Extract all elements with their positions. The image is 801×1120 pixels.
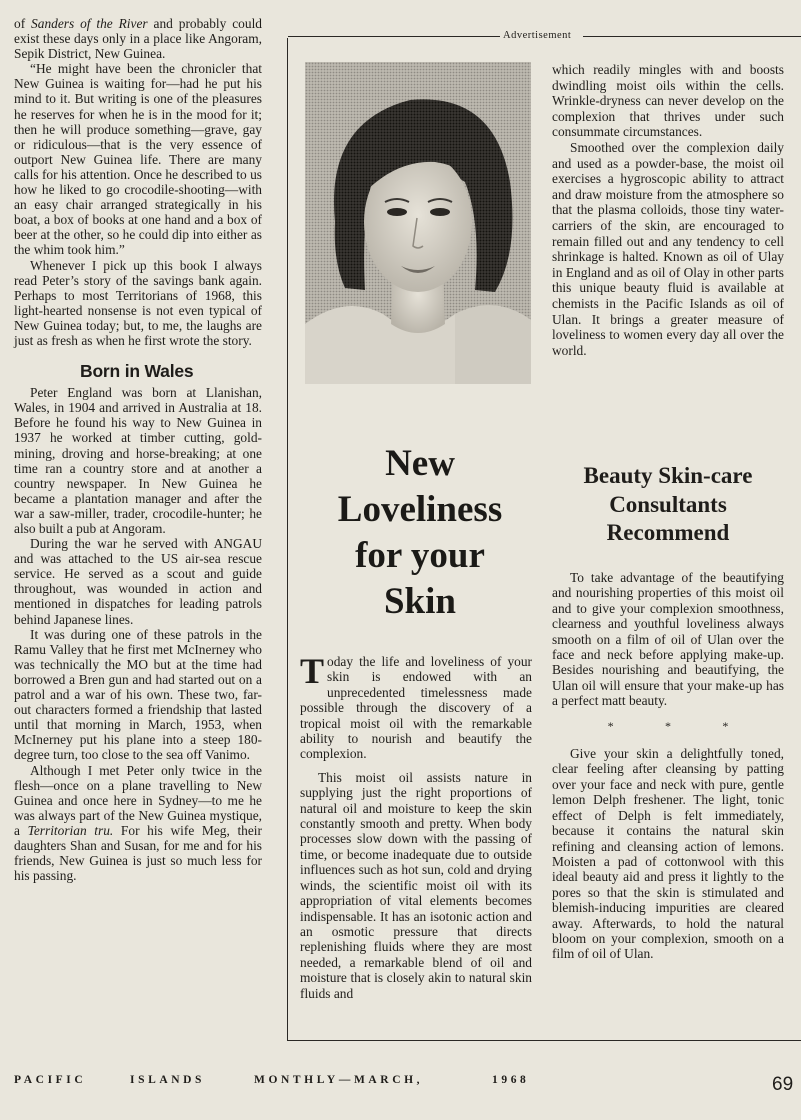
- ad-paragraph: Today the life and loveliness of your skin is endowed with an unprecedented timelessness made possible through the discovery of a tropical moist oil with the remarkable ability to nourish and beautify the complexion.: [300, 651, 532, 762]
- divider: [288, 36, 500, 37]
- ad-text-column-bottom: [552, 570, 784, 962]
- article-column: [14, 16, 262, 883]
- article-paragraph: Peter England was born at Llanishan, Wales, in 1904 and arrived in Australia at 18. Before he found his way to New Guinea in 1937 he worked at timber cutting, gold-mining, droving and horse-breaking; at one time ran a country store and at another a country newspaper. In New Guinea he became a plantation manager and after the war a saw-miller, trader, crocodile-hunter; he also built a pub at Angoram.: [14, 385, 262, 536]
- article-paragraph: “He might have been the chronicler that New Guinea is waiting for—had he put his mind to it. But writing is one of the pleasures he reserves for when he is in the mood for it; then he will produce something—grave, gay or ridiculous—that is the very essence of outport New Guinea life. There are many calls for his attention. Once he described to us how he liked to go crocodile-shooting—with an easy chair arranged strategically in his boat, a box of books at one hand and a box of beer at the other, so he could dip into either as the whim took him.”: [14, 61, 262, 258]
- star-divider: [552, 709, 784, 746]
- advertisement-label: Advertisement: [282, 30, 801, 44]
- article-paragraph: During the war he served with ANGAU and was attached to the US air-sea rescue service. He served as a scout and guide throughout, was wounded in action and mentioned in dispatches for leading patrols behind Japanese lines.: [14, 536, 262, 627]
- footer-word: PACIFIC: [14, 1074, 87, 1086]
- woman-portrait-photo: [305, 62, 531, 384]
- article-paragraph: Whenever I pick up this book I always read Peter’s story of the savings bank again. Perhaps to most Territorians of 1968, this light-hearted nonsense is not even typical of New Guinea today; but, to me, the laughs are just as fresh as when he first wrote the story.: [14, 257, 262, 348]
- emphasis-text: Territorian tru.: [27, 822, 114, 838]
- section-heading: Born in Wales: [80, 361, 194, 382]
- divider: [583, 36, 801, 37]
- ad-headline: New Loveliness for your Skin: [337, 443, 503, 622]
- ad-paragraph: Give your skin a delightfully toned, clear feeling after cleansing by patting over your face and neck with pure, gentle lemon Delph freshener. The light, tonic effect of Delph is felt immediately, because it contains the natural skin refining and cleansing action of lemons. Moisten a pad of cottonwool with this ideal beauty aid and press it lightly to the pores so that the skin is stimulated and blemish-inducing impurities are cleared away. Afterwards, to hold the natural bloom on your complexion, smooth on a film of oil of Ulan.: [552, 746, 784, 962]
- star-icon: *: [664, 718, 671, 733]
- ad-paragraph: This moist oil assists nature in supplying just the right proportions of natural oil and moisture to keep the skin constantly smooth and pretty. When body processes slow down with the passing of time, or become inadequate due to outside influences such as hot sun, cold and drying winds, the scientific moist oil with its appropriation of vital elements becomes indispensable. It has an isotonic action and an osmotic pressure that directs replenishing fluids where they are most needed, a remarkable blend of oil and moisture that is closely akin to natural skin fluids and: [300, 769, 532, 1001]
- star-icon: *: [722, 718, 729, 733]
- ad-paragraph: which readily mingles with and boosts dwindling moist oils within the cells. Wrinkle-dryness can never develop on the complexion that thrives under such consummate circumstances.: [552, 62, 784, 140]
- ad-subheading: Beauty Skin-care Consultants Recommend: [583, 463, 753, 545]
- article-paragraph: It was during one of these patrols in the Ramu Valley that he first met McInerney who was technically the MO but at the time had borrowed a Bren gun and had started out on a patrol and a war of his own. These two, far-out characters formed a friendship that lasted until that morning in March, 1953, when McInerney put his plane into a steep 180-degree turn, too close to the sea off Vanimo.: [14, 626, 262, 763]
- footer-word: ISLANDS: [130, 1074, 206, 1086]
- ad-body-column: [300, 651, 532, 1009]
- ad-paragraph: Smoothed over the complexion daily and used as a powder-base, the moist oil exercises a hygroscopic ability to attract and draw moisture from the atmosphere so that the plasma colloids, those tiny water-carriers of the skin, are encouraged to remain filled out and any tendency to cell shrinkage is halted. Known as oil of Ulay in England and as oil of Olay in other parts this unique beauty fluid is available at chemists in the Pacific Islands as oil of Ulan. It brings a greater measure of loveliness to women every day all over the world.: [552, 139, 784, 358]
- ad-paragraph: To take advantage of the beautifying and nourishing properties of this moist oil and to give your complexion smoothness, clearness and youthful loveliness always smooth on a film of oil of Ulan over the face and neck before applying make-up. Besides nourishing and beautifying, the Ulan oil will ensure that your make-up has a perfect matt beauty.: [552, 570, 784, 709]
- drop-cap: T: [300, 651, 325, 691]
- article-paragraph: Although I met Peter only twice in the flesh—once on a plane travelling to New Guinea and once here in Sydney—to me he was always part of the New Guinea mystique, a Territorian tru. For his wife Meg, their daughters Shan and Susan, for me and for his friends, New Guinea is just so much less for his passing.: [14, 762, 262, 884]
- ad-text-column-top: [552, 62, 784, 358]
- page-number: 69: [772, 1074, 794, 1095]
- star-icon: *: [607, 718, 614, 733]
- footer-word: MONTHLY—MARCH,: [254, 1074, 424, 1086]
- article-paragraph: of Sanders of the River and probably could exist these days only in a place like Angoram, Sepik District, New Guinea.: [14, 16, 262, 62]
- footer-year: 1968: [492, 1074, 530, 1086]
- book-title: Sanders of the River: [31, 16, 148, 31]
- portrait-illustration: [305, 62, 531, 384]
